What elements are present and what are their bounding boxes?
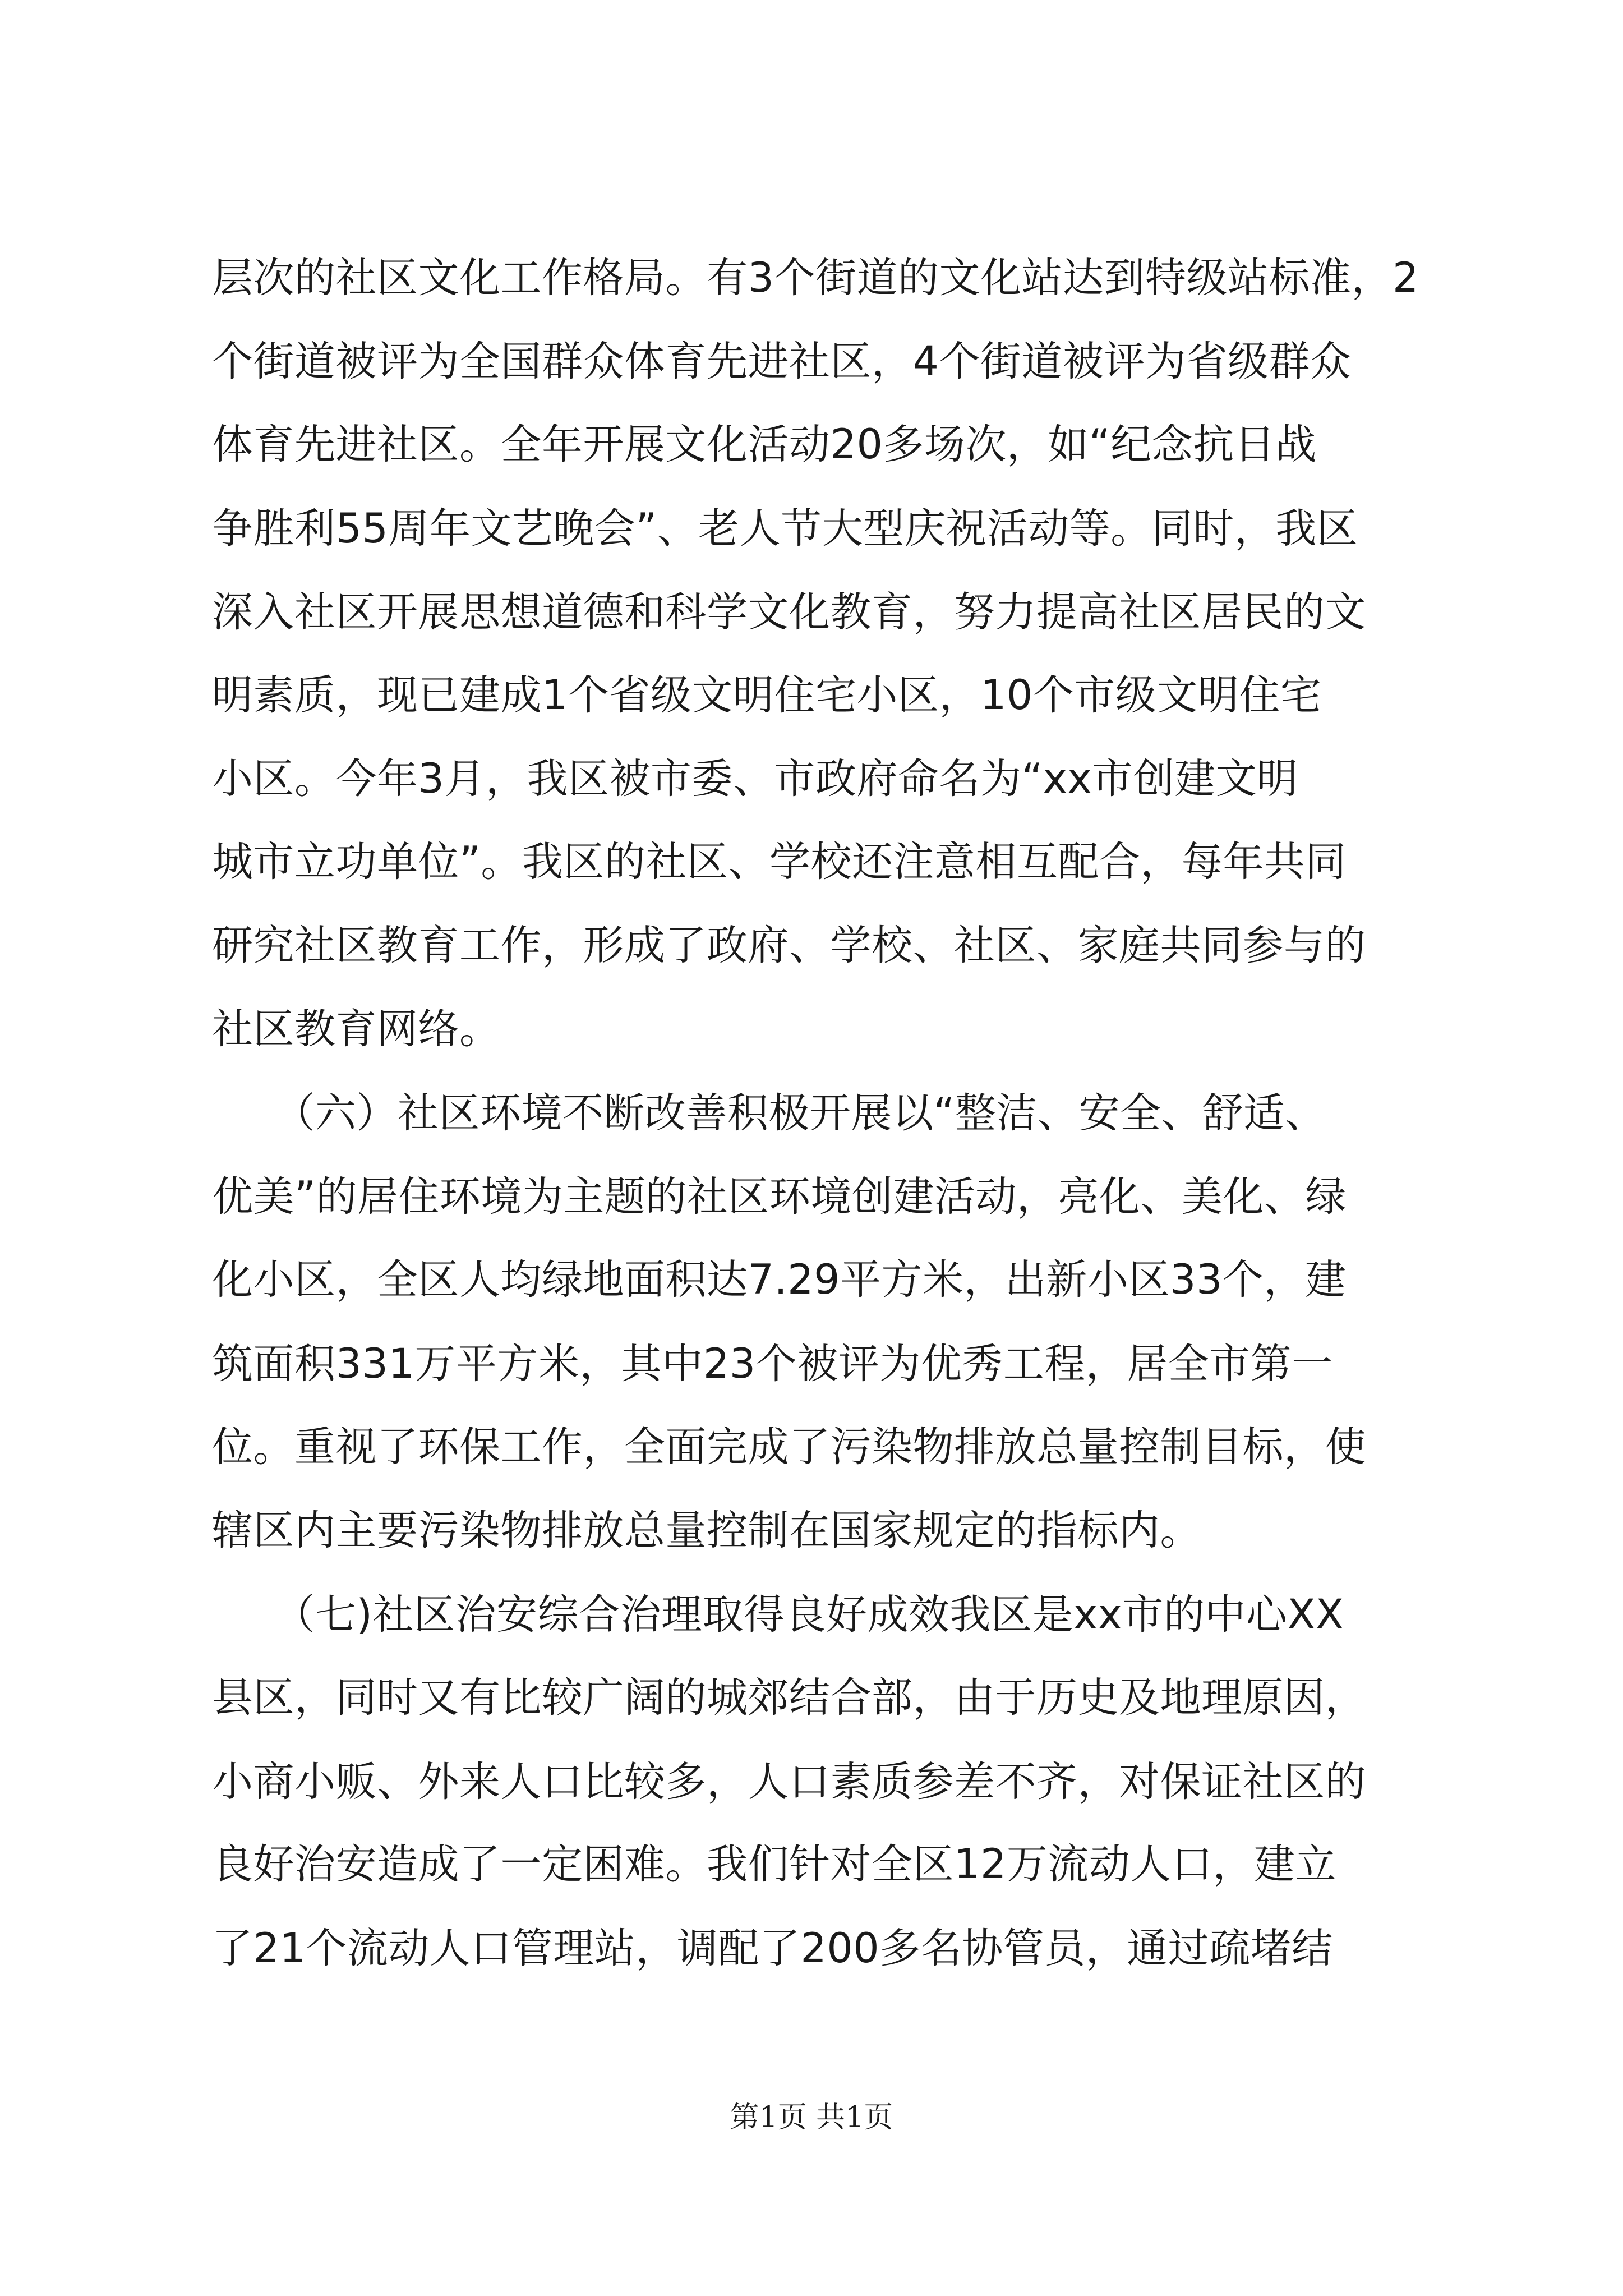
text-line: 了21个流动人口管理站，调配了200多名协管员，通过疏堵结: [212, 1925, 1333, 1972]
text-line: 研究社区教育工作，形成了政府、学校、社区、家庭共同参与的: [212, 922, 1366, 969]
text-line: 小商小贩、外来人口比较多，人口素质参差不齐，对保证社区的: [212, 1758, 1366, 1806]
text-line: 明素质，现已建成1个省级文明住宅小区，10个市级文明住宅: [212, 671, 1322, 719]
text-line: （六）社区环境不断改善积极开展以“整洁、安全、舒适、: [212, 1089, 1326, 1137]
text-line: 社区教育网络。: [212, 1005, 501, 1053]
text-line: 筑面积331万平方米，其中23个被评为优秀工程，居全市第一: [212, 1340, 1333, 1388]
page-footer: 第1页 共1页: [730, 2101, 893, 2134]
text-line: （七)社区治安综合治理取得良好成效我区是xx市的中心XX: [212, 1591, 1344, 1639]
text-line: 个街道被评为全国群众体育先进社区，4个街道被评为省级群众: [212, 338, 1352, 385]
text-line: 小区。今年3月，我区被市委、市政府命名为“xx市创建文明: [212, 755, 1298, 803]
text-line: 位。重视了环保工作，全面完成了污染物排放总量控制目标，使: [212, 1423, 1366, 1471]
text-line: 层次的社区文化工作格局。有3个街道的文化站达到特级站标准，2: [212, 254, 1419, 302]
text-line: 县区，同时又有比较广阔的城郊结合部，由于历史及地理原因，: [212, 1674, 1366, 1722]
text-line: 优美”的居住环境为主题的社区环境创建活动，亮化、美化、绿: [212, 1173, 1347, 1221]
text-line: 化小区，全区人均绿地面积达7.29平方米，出新小区33个，建: [212, 1256, 1347, 1304]
text-line: 辖区内主要污染物排放总量控制在国家规定的指标内。: [212, 1507, 1201, 1554]
text-line: 良好治安造成了一定困难。我们针对全区12万流动人口，建立: [212, 1841, 1336, 1888]
text-line: 争胜利55周年文艺晚会”、老人节大型庆祝活动等。同时，我区: [212, 505, 1358, 553]
text-line: 城市立功单位”。我区的社区、学校还注意相互配合，每年共同: [212, 838, 1347, 886]
text-line: 体育先进社区。全年开展文化活动20多场次，如“纪念抗日战: [212, 421, 1317, 468]
text-line: 深入社区开展思想道德和科学文化教育，努力提高社区居民的文: [212, 588, 1366, 636]
